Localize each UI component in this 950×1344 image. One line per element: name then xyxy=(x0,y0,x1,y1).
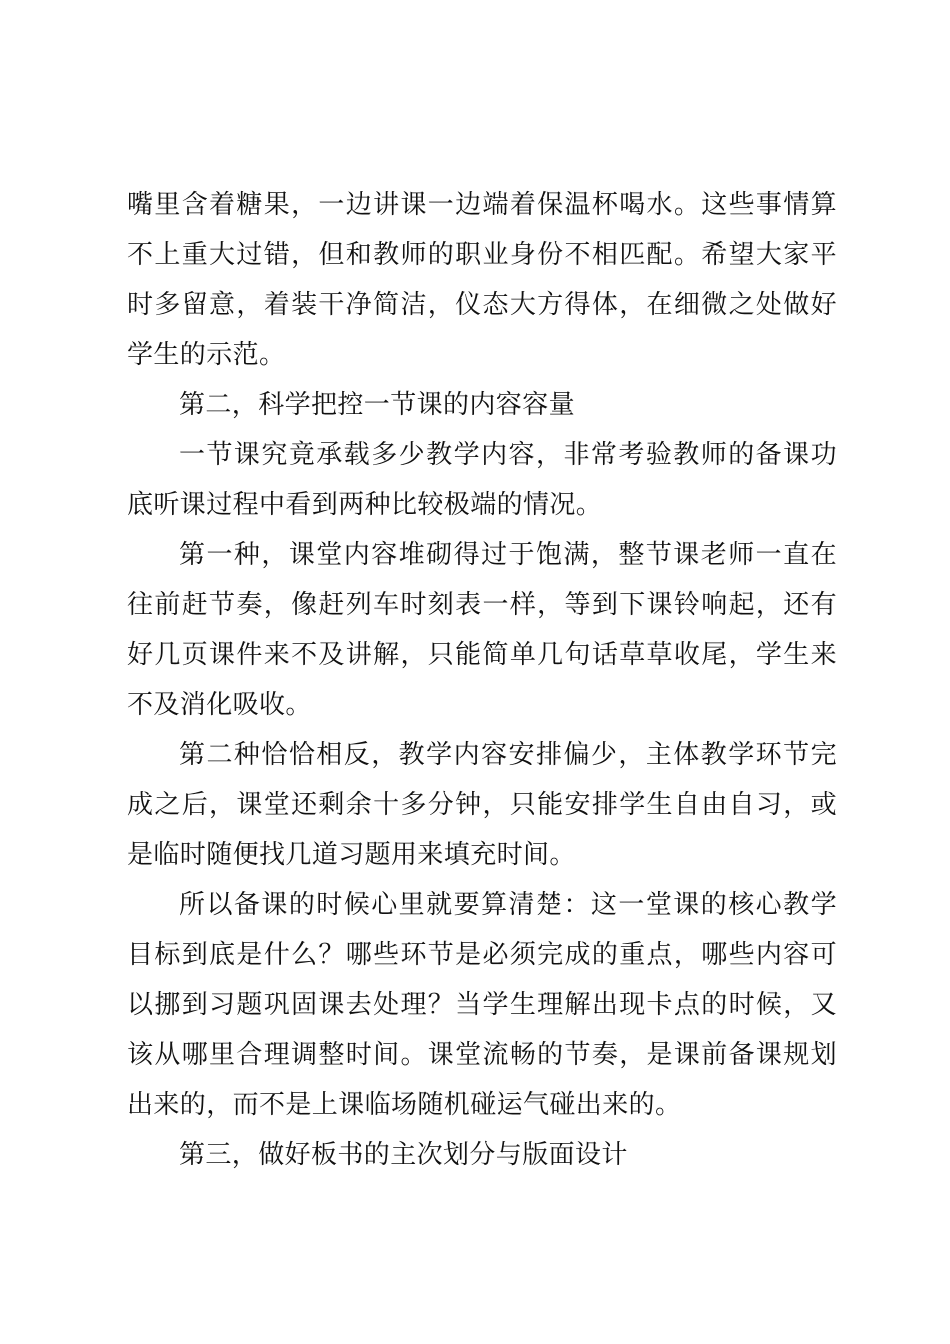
section-heading-third: 第三，做好板书的主次划分与版面设计 xyxy=(179,1140,628,1170)
paragraph-intro: 一节课究竟承载多少教学内容，非常考验教师的备课功底听课过程中看到两种比较极端的情况。 xyxy=(127,440,837,520)
document-body xyxy=(127,180,837,1180)
section-heading-second: 第二，科学把控一节课的内容容量 xyxy=(179,390,576,420)
paragraph-conclusion: 所以备课的时候心里就要算清楚：这一堂课的核心教学目标到底是什么？哪些环节是必须完成的重点，哪些内容可以挪到习题巩固课去处理？当学生理解出现卡点的时候，又该从哪里合理调整时间。课堂流畅的节奏，是课前备课规划出来的，而不是上课临场随机碰运气碰出来的。 xyxy=(127,890,837,1120)
paragraph-second-case: 第二种恰恰相反，教学内容安排偏少，主体教学环节完成之后，课堂还剩余十多分钟，只能安排学生自由自习，或是临时随便找几道习题用来填充时间。 xyxy=(127,740,837,870)
paragraph-continuation: 嘴里含着糖果，一边讲课一边端着保温杯喝水。这些事情算不上重大过错，但和教师的职业身份不相匹配。希望大家平时多留意，着装干净简洁，仪态大方得体，在细微之处做好学生的示范。 xyxy=(127,190,837,370)
paragraph-first-case: 第一种，课堂内容堆砌得过于饱满，整节课老师一直在往前赶节奏，像赶列车时刻表一样，等到下课铃响起，还有好几页课件来不及讲解，只能简单几句话草草收尾，学生来不及消化吸收。 xyxy=(127,540,837,720)
